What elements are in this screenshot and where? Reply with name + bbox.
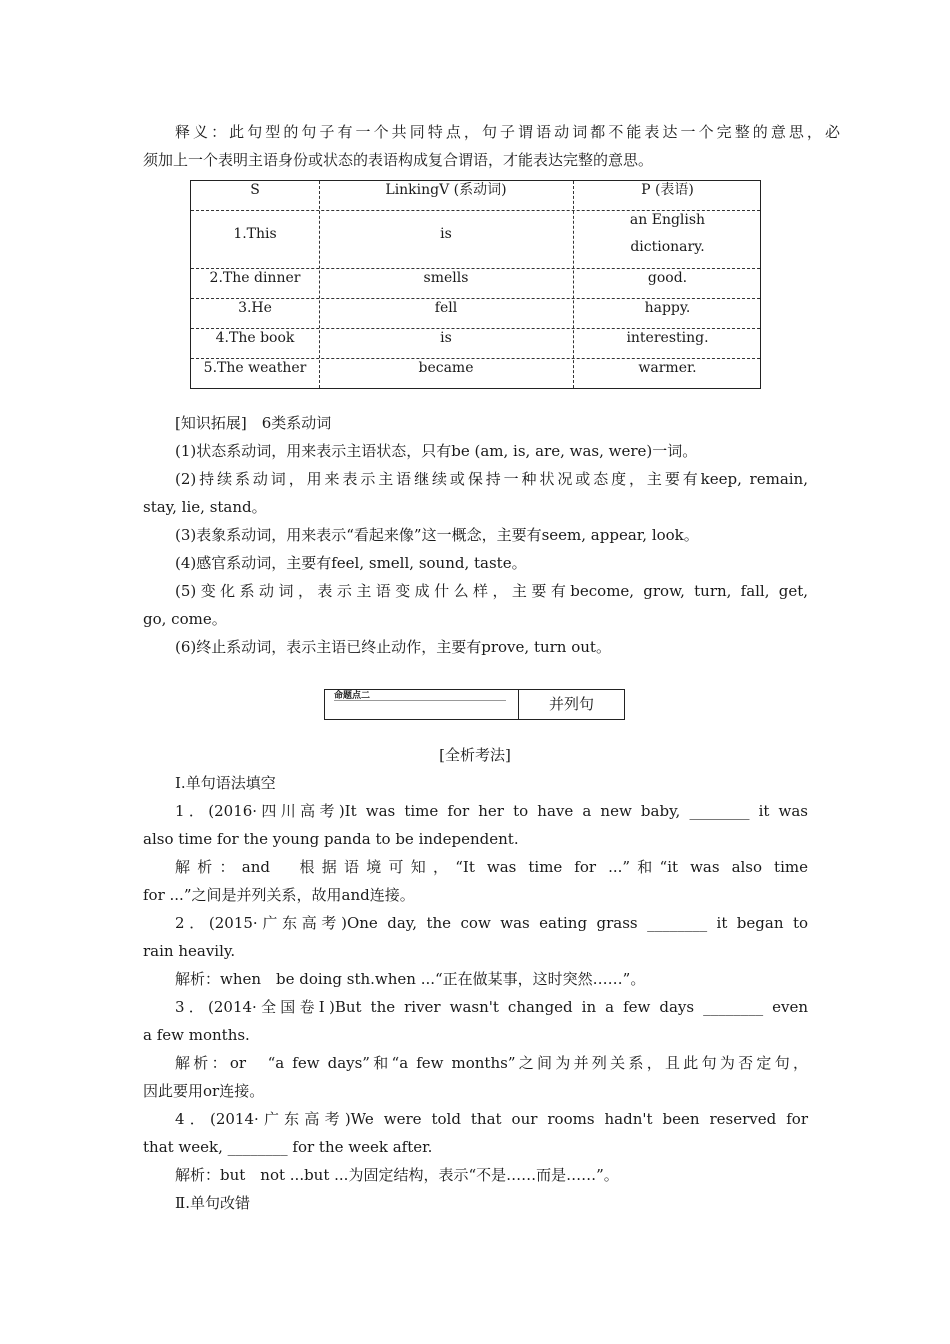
knowledge-item: (6)终止系动词，表示主语已终止动作，主要有prove, turn out。 — [175, 638, 611, 656]
knowledge-item: (5)变化系动词，表示主语变成什么样，主要有become, grow, turn, fall, get, — [175, 582, 808, 600]
table-header-v: LinkingV (系动词) — [385, 182, 507, 198]
knowledge-item: (4)感官系动词，主要有feel, smell, sound, taste。 — [175, 554, 527, 572]
question-line: 2．(2015·广东高考)One day, the cow was eating grass ________ it began to — [175, 914, 808, 932]
knowledge-item: go, come。 — [143, 610, 227, 628]
table-cell-subject: 1.This — [233, 226, 277, 242]
table-cell-verb: is — [440, 330, 452, 346]
question-line: 4．(2014·广东高考)We were told that our rooms hadn't been reserved for — [175, 1110, 808, 1128]
table-cell-verb: fell — [434, 300, 458, 316]
part1-title: Ⅰ.单句语法填空 — [175, 774, 276, 792]
question-line: 1．(2016·四川高考)It was time for her to have a new baby, ________ it was — [175, 802, 808, 820]
section-name: 并列句 — [548, 695, 594, 713]
table-header-p: P (表语) — [641, 182, 694, 198]
table-cell-subject: 2.The dinner — [209, 270, 301, 286]
table-cell-predicative: good. — [647, 270, 688, 286]
question-line: that week, ________ for the week after. — [143, 1138, 433, 1156]
table-cell-predicative: happy. — [644, 300, 691, 316]
table-cell-verb: smells — [423, 270, 469, 286]
table-cell-verb: became — [418, 360, 474, 376]
analysis-title: [全析考法] — [439, 746, 511, 764]
answer-line: 解析：but not ...but ...为固定结构，表示“不是……而是……”。 — [175, 1166, 619, 1184]
section-header-box — [324, 689, 625, 720]
linking-verb-table — [190, 180, 761, 389]
answer-line: 解析：or “a few days”和“a few months”之间为并列关系，且此句为否定句， — [175, 1054, 808, 1072]
knowledge-item: (3)表象系动词，用来表示“看起来像”这一概念，主要有seem, appear, look。 — [175, 526, 699, 544]
section-tag-cell — [325, 690, 519, 719]
answer-line: for ...”之间是并列关系，故用and连接。 — [143, 886, 415, 904]
table-cell-predicative: warmer. — [638, 360, 697, 376]
answer-line: 解析：when be doing sth.when ...“正在做某事，这时突然……”。 — [175, 970, 646, 988]
answer-line: 解析：and 根据语境可知，“It was time for ...”和“it was also time — [175, 858, 808, 876]
section-tag: 命题点二 — [334, 691, 371, 701]
section-tag-rule — [334, 700, 506, 701]
knowledge-title: [知识拓展] 6类系动词 — [175, 414, 332, 432]
part2-title: Ⅱ.单句改错 — [175, 1194, 250, 1212]
intro-line-1: 释义：此句型的句子有一个共同特点，句子谓语动词都不能表达一个完整的意思，必 — [175, 123, 840, 141]
question-line: a few months. — [143, 1026, 250, 1044]
table-cell-predicative: dictionary. — [630, 239, 705, 255]
table-cell-subject: 3.He — [238, 300, 272, 316]
table-cell-predicative: interesting. — [626, 330, 709, 346]
question-line: also time for the young panda to be independent. — [143, 830, 519, 848]
knowledge-item: (2)持续系动词，用来表示主语继续或保持一种状况或态度，主要有keep, remain, — [175, 470, 808, 488]
table-cell-subject: 5.The weather — [203, 360, 307, 376]
question-line: 3．(2014·全国卷Ⅰ)But the river wasn't changed in a few days ________ even — [175, 998, 808, 1016]
table-header-s: S — [250, 182, 260, 198]
table-cell-verb: is — [440, 226, 452, 242]
table-cell-predicative: an English — [629, 212, 706, 228]
answer-line: 因此要用or连接。 — [143, 1082, 265, 1100]
knowledge-item: (1)状态系动词，用来表示主语状态，只有be (am, is, are, was, were)一词。 — [175, 442, 698, 460]
table-cell-subject: 4.The book — [215, 330, 295, 346]
knowledge-item: stay, lie, stand。 — [143, 498, 267, 516]
question-line: rain heavily. — [143, 942, 236, 960]
intro-line-2: 须加上一个表明主语身份或状态的表语构成复合谓语，才能表达完整的意思。 — [143, 151, 654, 169]
